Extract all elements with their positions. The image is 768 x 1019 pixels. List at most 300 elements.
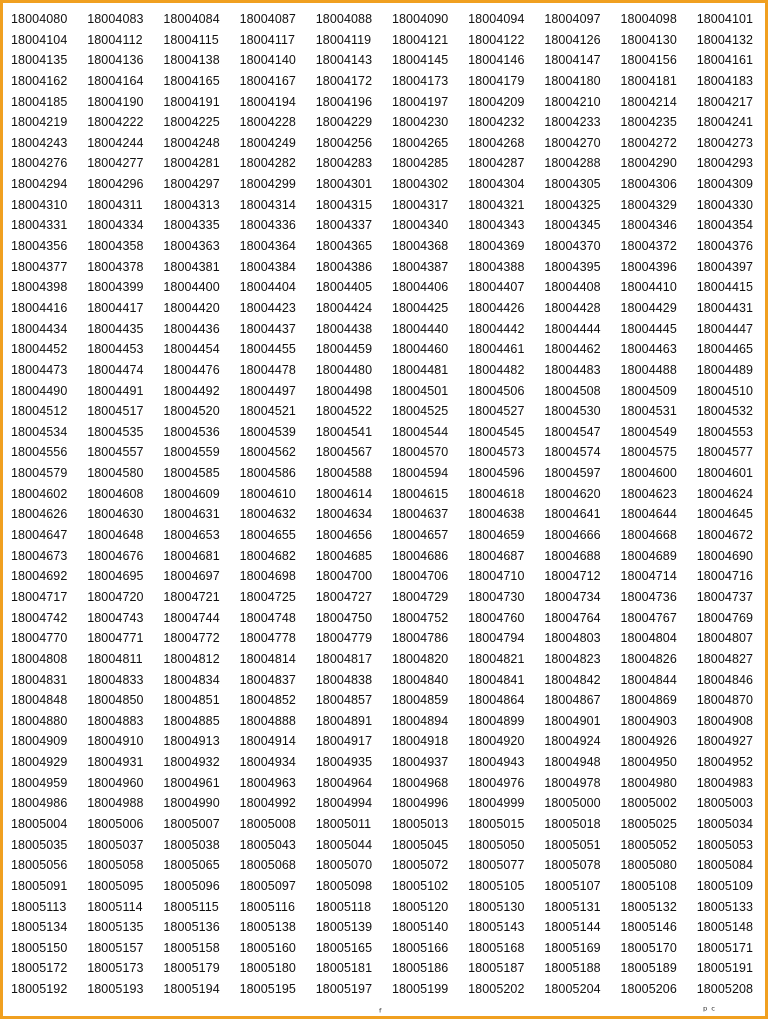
list-item: 18005065 (163, 858, 220, 873)
list-item: 18004943 (468, 755, 525, 770)
list-item: 18004476 (163, 362, 220, 377)
list-item: 18004296 (87, 177, 144, 192)
list-item: 18004405 (315, 280, 373, 295)
list-item: 18004183 (696, 73, 754, 88)
list-item: 18004228 (239, 115, 296, 130)
list-item: 18004283 (315, 156, 373, 171)
list-item: 18004573 (468, 445, 525, 460)
list-item: 18004445 (620, 321, 677, 336)
list-item: 18004610 (239, 486, 296, 501)
list-item: 18004648 (87, 528, 144, 543)
list-item: 18004880 (11, 713, 68, 728)
list-item: 18005044 (315, 837, 373, 852)
list-item: 18004101 (696, 12, 754, 26)
list-item: 18004491 (87, 383, 144, 398)
list-item: 18004356 (11, 239, 68, 254)
list-item: 18004812 (163, 651, 220, 666)
list-item: 18004288 (544, 156, 601, 171)
list-item: 18004779 (315, 631, 373, 646)
list-item: 18004454 (163, 342, 220, 357)
list-item: 18004115 (163, 32, 219, 47)
list-item: 18004918 (391, 734, 449, 749)
list-item: 18005150 (11, 940, 68, 955)
list-item: 18004336 (239, 218, 296, 233)
list-item: 18004848 (11, 693, 68, 708)
list-item: 18004273 (696, 135, 754, 150)
list-item: 18004935 (315, 755, 373, 770)
list-item: 18004428 (544, 300, 601, 315)
list-item: 18004420 (163, 300, 220, 315)
list-item: 18004489 (696, 362, 754, 377)
list-item: 18005192 (11, 982, 68, 997)
list-item: 18004094 (468, 12, 525, 26)
list-item: 18004424 (315, 300, 373, 315)
list-item: 18004522 (315, 404, 373, 419)
list-item: 18004748 (239, 610, 296, 625)
list-item: 18004834 (163, 672, 220, 687)
list-item: 18004364 (239, 239, 296, 254)
list-item: 18004992 (239, 796, 296, 811)
list-item: 18004527 (468, 404, 525, 419)
list-item: 18005135 (87, 920, 144, 935)
list-item: 18004596 (468, 466, 525, 481)
list-item: 18004217 (696, 94, 754, 109)
list-item: 18004638 (468, 507, 525, 522)
list-item: 18004194 (239, 94, 296, 109)
list-item: 18004626 (11, 507, 68, 522)
list-item: 18004961 (163, 775, 220, 790)
list-item: 18004983 (696, 775, 754, 790)
list-item: 18004334 (87, 218, 144, 233)
list-item: 18004609 (163, 486, 220, 501)
list-item: 18004426 (468, 300, 525, 315)
list-item: 18004567 (315, 445, 373, 460)
list-item: 18005116 (239, 899, 296, 914)
list-item: 18005091 (11, 878, 68, 893)
list-item: 18004162 (11, 73, 68, 88)
list-item: 18004290 (620, 156, 677, 171)
list-item: 18004483 (544, 362, 601, 377)
list-item: 18005051 (544, 837, 601, 852)
list-item: 18004399 (87, 280, 144, 295)
list-item: 18004891 (315, 713, 373, 728)
list-item: 18005070 (315, 858, 373, 873)
list-item: 18004586 (239, 466, 296, 481)
list-item: 18004857 (315, 693, 373, 708)
list-item: 18004913 (163, 734, 220, 749)
list-item: 18004888 (239, 713, 296, 728)
list-item: 18004870 (696, 693, 754, 708)
list-item: 18004287 (468, 156, 525, 171)
list-item: 18004087 (239, 12, 296, 26)
list-item: 18004706 (391, 569, 449, 584)
list-item: 18004180 (544, 73, 601, 88)
list-item: 18005179 (163, 961, 220, 976)
list-item: 18005084 (696, 858, 754, 873)
list-item: 18005133 (696, 899, 754, 914)
list-item: 18004710 (468, 569, 525, 584)
list-item: 18004883 (87, 713, 144, 728)
list-item: 18004277 (87, 156, 144, 171)
list-item: 18004976 (468, 775, 525, 790)
list-item: 18004695 (87, 569, 144, 584)
list-item: 18004716 (696, 569, 754, 584)
list-item: 18004306 (620, 177, 677, 192)
list-item: 18004838 (315, 672, 373, 687)
list-item: 18004840 (391, 672, 449, 687)
list-item: 18005045 (391, 837, 449, 852)
list-item: 18004272 (620, 135, 677, 150)
list-item: 18004842 (544, 672, 601, 687)
list-item: 18004190 (87, 94, 144, 109)
list-item: 18004934 (239, 755, 296, 770)
list-item: 18004608 (87, 486, 144, 501)
list-item: 18004742 (11, 610, 68, 625)
list-item: 18004659 (468, 528, 525, 543)
list-item: 18004899 (468, 713, 525, 728)
list-item: 18004575 (620, 445, 677, 460)
list-item: 18004631 (163, 507, 220, 522)
list-item: 18004771 (87, 631, 144, 646)
list-item: 18004531 (620, 404, 677, 419)
list-item: 18004963 (239, 775, 296, 790)
list-item: 18004314 (239, 197, 296, 212)
list-item: 18004363 (163, 239, 220, 254)
list-item: 18004990 (163, 796, 220, 811)
list-item: 18005035 (11, 837, 68, 852)
list-item: 18005146 (620, 920, 677, 935)
list-item: 18005186 (391, 961, 449, 976)
list-item: 18004243 (11, 135, 68, 150)
list-item: 18005139 (315, 920, 373, 935)
list-item: 18004577 (696, 445, 754, 460)
list-item: 18004478 (239, 362, 296, 377)
list-item: 18004293 (696, 156, 754, 171)
list-item: 18004978 (544, 775, 601, 790)
list-item: 18004196 (315, 94, 373, 109)
list-item: 18004532 (696, 404, 754, 419)
list-item: 18004452 (11, 342, 68, 357)
list-item: 18004553 (696, 424, 754, 439)
list-item: 18004453 (87, 342, 144, 357)
list-item: 18004653 (163, 528, 220, 543)
list-item: 18004459 (315, 342, 373, 357)
list-item: 18004104 (11, 32, 68, 47)
list-item: 18004117 (239, 32, 296, 47)
list-item: 18004817 (315, 651, 373, 666)
list-item: 18004837 (239, 672, 296, 687)
list-item: 18004821 (468, 651, 525, 666)
list-item: 18004209 (468, 94, 525, 109)
list-item: 18004952 (696, 755, 754, 770)
list-item: 18005140 (391, 920, 449, 935)
list-item: 18005188 (544, 961, 601, 976)
list-item: 18005115 (163, 899, 219, 914)
list-item: 18004920 (468, 734, 525, 749)
list-item: 18005191 (696, 961, 754, 976)
list-item: 18004517 (87, 404, 144, 419)
list-item: 18004917 (315, 734, 373, 749)
list-item: 18004807 (696, 631, 754, 646)
list-item: 18005077 (468, 858, 525, 873)
list-item: 18004937 (391, 755, 449, 770)
list-item: 18005011 (315, 816, 372, 831)
list-item: 18004720 (87, 589, 144, 604)
list-item: 18004778 (239, 631, 296, 646)
list-item: 18004346 (620, 218, 677, 233)
list-item: 18004903 (620, 713, 677, 728)
list-item: 18004948 (544, 755, 601, 770)
list-item: 18004492 (163, 383, 220, 398)
list-item: 18004230 (391, 115, 449, 130)
list-item: 18004901 (544, 713, 601, 728)
list-item: 18005095 (87, 878, 144, 893)
list-item: 18004423 (239, 300, 296, 315)
list-item: 18004440 (391, 321, 449, 336)
list-item: 18004673 (11, 548, 68, 563)
list-item: 18004305 (544, 177, 601, 192)
list-item: 18004354 (696, 218, 754, 233)
list-item: 18004437 (239, 321, 296, 336)
list-item: 18004145 (391, 53, 449, 68)
list-item: 18004752 (391, 610, 449, 625)
list-item: 18004256 (315, 135, 373, 150)
list-item: 18005143 (468, 920, 525, 935)
list-item: 18004602 (11, 486, 68, 501)
list-item: 18004498 (315, 383, 373, 398)
list-item: 18004313 (163, 197, 220, 212)
list-item: 18005034 (696, 816, 754, 831)
list-item: 18004656 (315, 528, 373, 543)
list-item: 18005114 (87, 899, 143, 914)
list-item: 18004630 (87, 507, 144, 522)
list-item: 18004620 (544, 486, 601, 501)
list-item: 18004712 (544, 569, 601, 584)
list-item: 18004557 (87, 445, 144, 460)
list-item: 18004248 (163, 135, 220, 150)
list-item: 18004381 (163, 259, 220, 274)
list-item: 18004270 (544, 135, 601, 150)
list-item: 18004325 (544, 197, 601, 212)
list-item: 18004233 (544, 115, 601, 130)
list-item: 18005052 (620, 837, 677, 852)
list-item: 18004730 (468, 589, 525, 604)
list-item: 18004685 (315, 548, 373, 563)
list-item: 18005158 (163, 940, 220, 955)
list-item: 18004676 (87, 548, 144, 563)
list-item: 18004926 (620, 734, 677, 749)
list-item: 18004831 (11, 672, 68, 687)
list-item: 18004474 (87, 362, 144, 377)
list-item: 18004404 (239, 280, 296, 295)
list-item: 18004473 (11, 362, 68, 377)
list-item: 18004225 (163, 115, 220, 130)
list-item: 18004285 (391, 156, 449, 171)
list-item: 18004161 (696, 53, 754, 68)
list-item: 18004173 (391, 73, 449, 88)
list-item: 18004156 (620, 53, 677, 68)
list-item: 18004084 (163, 12, 220, 26)
list-item: 18004164 (87, 73, 144, 88)
list-item: 18005105 (468, 878, 525, 893)
list-item: 18005072 (391, 858, 449, 873)
list-item: 18004376 (696, 239, 754, 254)
list-item: 18004460 (391, 342, 449, 357)
list-item: 18005173 (87, 961, 144, 976)
list-item: 18004846 (696, 672, 754, 687)
list-item: 18004429 (620, 300, 677, 315)
list-item: 18005202 (468, 982, 525, 997)
list-item: 18004521 (239, 404, 296, 419)
list-item: 18004417 (87, 300, 144, 315)
list-item: 18004340 (391, 218, 449, 233)
list-item: 18004311 (87, 197, 143, 212)
list-item: 18004219 (11, 115, 68, 130)
list-item: 18004686 (391, 548, 449, 563)
list-item: 18004126 (544, 32, 601, 47)
list-item: 18005003 (696, 796, 754, 811)
list-item: 18004841 (468, 672, 525, 687)
list-item: 18005171 (696, 940, 754, 955)
list-item: 18004700 (315, 569, 373, 584)
list-item: 18004964 (315, 775, 373, 790)
list-item: 18005134 (11, 920, 68, 935)
list-item: 18004317 (391, 197, 449, 212)
list-item: 18004302 (391, 177, 449, 192)
list-item: 18004932 (163, 755, 220, 770)
list-item: 18005187 (468, 961, 525, 976)
list-item: 18004647 (11, 528, 68, 543)
list-item: 18004416 (11, 300, 68, 315)
list-item: 18004343 (468, 218, 525, 233)
list-item: 18004959 (11, 775, 68, 790)
list-item: 18004132 (696, 32, 754, 47)
list-item: 18004520 (163, 404, 220, 419)
list-item: 18004112 (87, 32, 143, 47)
list-item: 18004786 (391, 631, 449, 646)
list-item: 18004668 (620, 528, 677, 543)
list-item: 18004442 (468, 321, 525, 336)
list-item: 18004369 (468, 239, 525, 254)
list-item: 18004814 (239, 651, 296, 666)
list-item: 18004097 (544, 12, 601, 26)
list-item: 18004481 (391, 362, 449, 377)
list-item: 18004588 (315, 466, 373, 481)
list-item: 18004378 (87, 259, 144, 274)
list-item: 18004480 (315, 362, 373, 377)
list-item: 18004600 (620, 466, 677, 481)
list-item: 18005058 (87, 858, 144, 873)
list-item: 18004826 (620, 651, 677, 666)
list-item: 18005166 (391, 940, 449, 955)
list-item: 18004562 (239, 445, 296, 460)
list-item: 18005180 (239, 961, 296, 976)
list-item: 18004624 (696, 486, 754, 501)
list-item: 18004512 (11, 404, 68, 419)
list-item: 18004968 (391, 775, 449, 790)
list-item: 18004885 (163, 713, 220, 728)
list-item: 18005050 (468, 837, 525, 852)
list-item: 18004398 (11, 280, 68, 295)
list-item: 18005194 (163, 982, 220, 997)
list-item: 18004384 (239, 259, 296, 274)
list-item: 18004191 (163, 94, 220, 109)
list-item: 18004811 (87, 651, 143, 666)
list-item: 18004395 (544, 259, 601, 274)
list-item: 18004135 (11, 53, 68, 68)
list-item: 18005138 (239, 920, 296, 935)
list-item: 18004294 (11, 177, 68, 192)
list-item: 18005136 (163, 920, 220, 935)
list-item: 18004725 (239, 589, 296, 604)
list-item: 18004764 (544, 610, 601, 625)
list-item: 18004165 (163, 73, 220, 88)
list-item: 18004185 (11, 94, 68, 109)
list-item: 18004530 (544, 404, 601, 419)
list-item: 18005148 (696, 920, 754, 935)
list-item: 18004083 (87, 12, 144, 26)
list-item: 18004714 (620, 569, 677, 584)
list-item: 18004869 (620, 693, 677, 708)
list-item: 18004130 (620, 32, 677, 47)
list-item: 18004927 (696, 734, 754, 749)
list-item: 18004666 (544, 528, 601, 543)
list-item: 18004535 (87, 424, 144, 439)
list-item: 18005018 (544, 816, 601, 831)
list-item: 18004692 (11, 569, 68, 584)
list-item: 18004447 (696, 321, 754, 336)
list-item: 18004434 (11, 321, 68, 336)
list-item: 18005160 (239, 940, 296, 955)
list-item: 18004506 (468, 383, 525, 398)
list-item: 18004406 (391, 280, 449, 295)
list-item: 18004509 (620, 383, 677, 398)
list-item: 18004570 (391, 445, 449, 460)
list-item: 18004996 (391, 796, 449, 811)
list-item: 18004444 (544, 321, 601, 336)
list-item: 18004337 (315, 218, 373, 233)
list-item: 18004232 (468, 115, 525, 130)
list-item: 18004431 (696, 300, 754, 315)
list-item: 18005172 (11, 961, 68, 976)
list-item: 18004986 (11, 796, 68, 811)
list-item: 18005109 (696, 878, 754, 893)
list-item: 18005000 (544, 796, 601, 811)
list-item: 18004501 (391, 383, 449, 398)
list-item: 18004672 (696, 528, 754, 543)
list-item: 18004335 (163, 218, 220, 233)
list-item: 18005168 (468, 940, 525, 955)
list-item: 18005097 (239, 878, 296, 893)
list-item: 18004549 (620, 424, 677, 439)
list-item: 18004235 (620, 115, 677, 130)
list-item: 18004299 (239, 177, 296, 192)
list-item: 18004090 (391, 12, 449, 26)
list-item: 18004370 (544, 239, 601, 254)
list-item: 18004929 (11, 755, 68, 770)
list-item: 18004601 (696, 466, 754, 481)
list-item: 18004329 (620, 197, 677, 212)
list-item: 18004388 (468, 259, 525, 274)
list-item: 18004687 (468, 548, 525, 563)
list-item: 18005189 (620, 961, 677, 976)
list-item: 18005113 (11, 899, 67, 914)
list-item: 18005056 (11, 858, 68, 873)
list-item: 18004721 (163, 589, 220, 604)
list-item: 18005181 (315, 961, 373, 976)
list-item: 18004268 (468, 135, 525, 150)
list-item: 18004315 (315, 197, 373, 212)
